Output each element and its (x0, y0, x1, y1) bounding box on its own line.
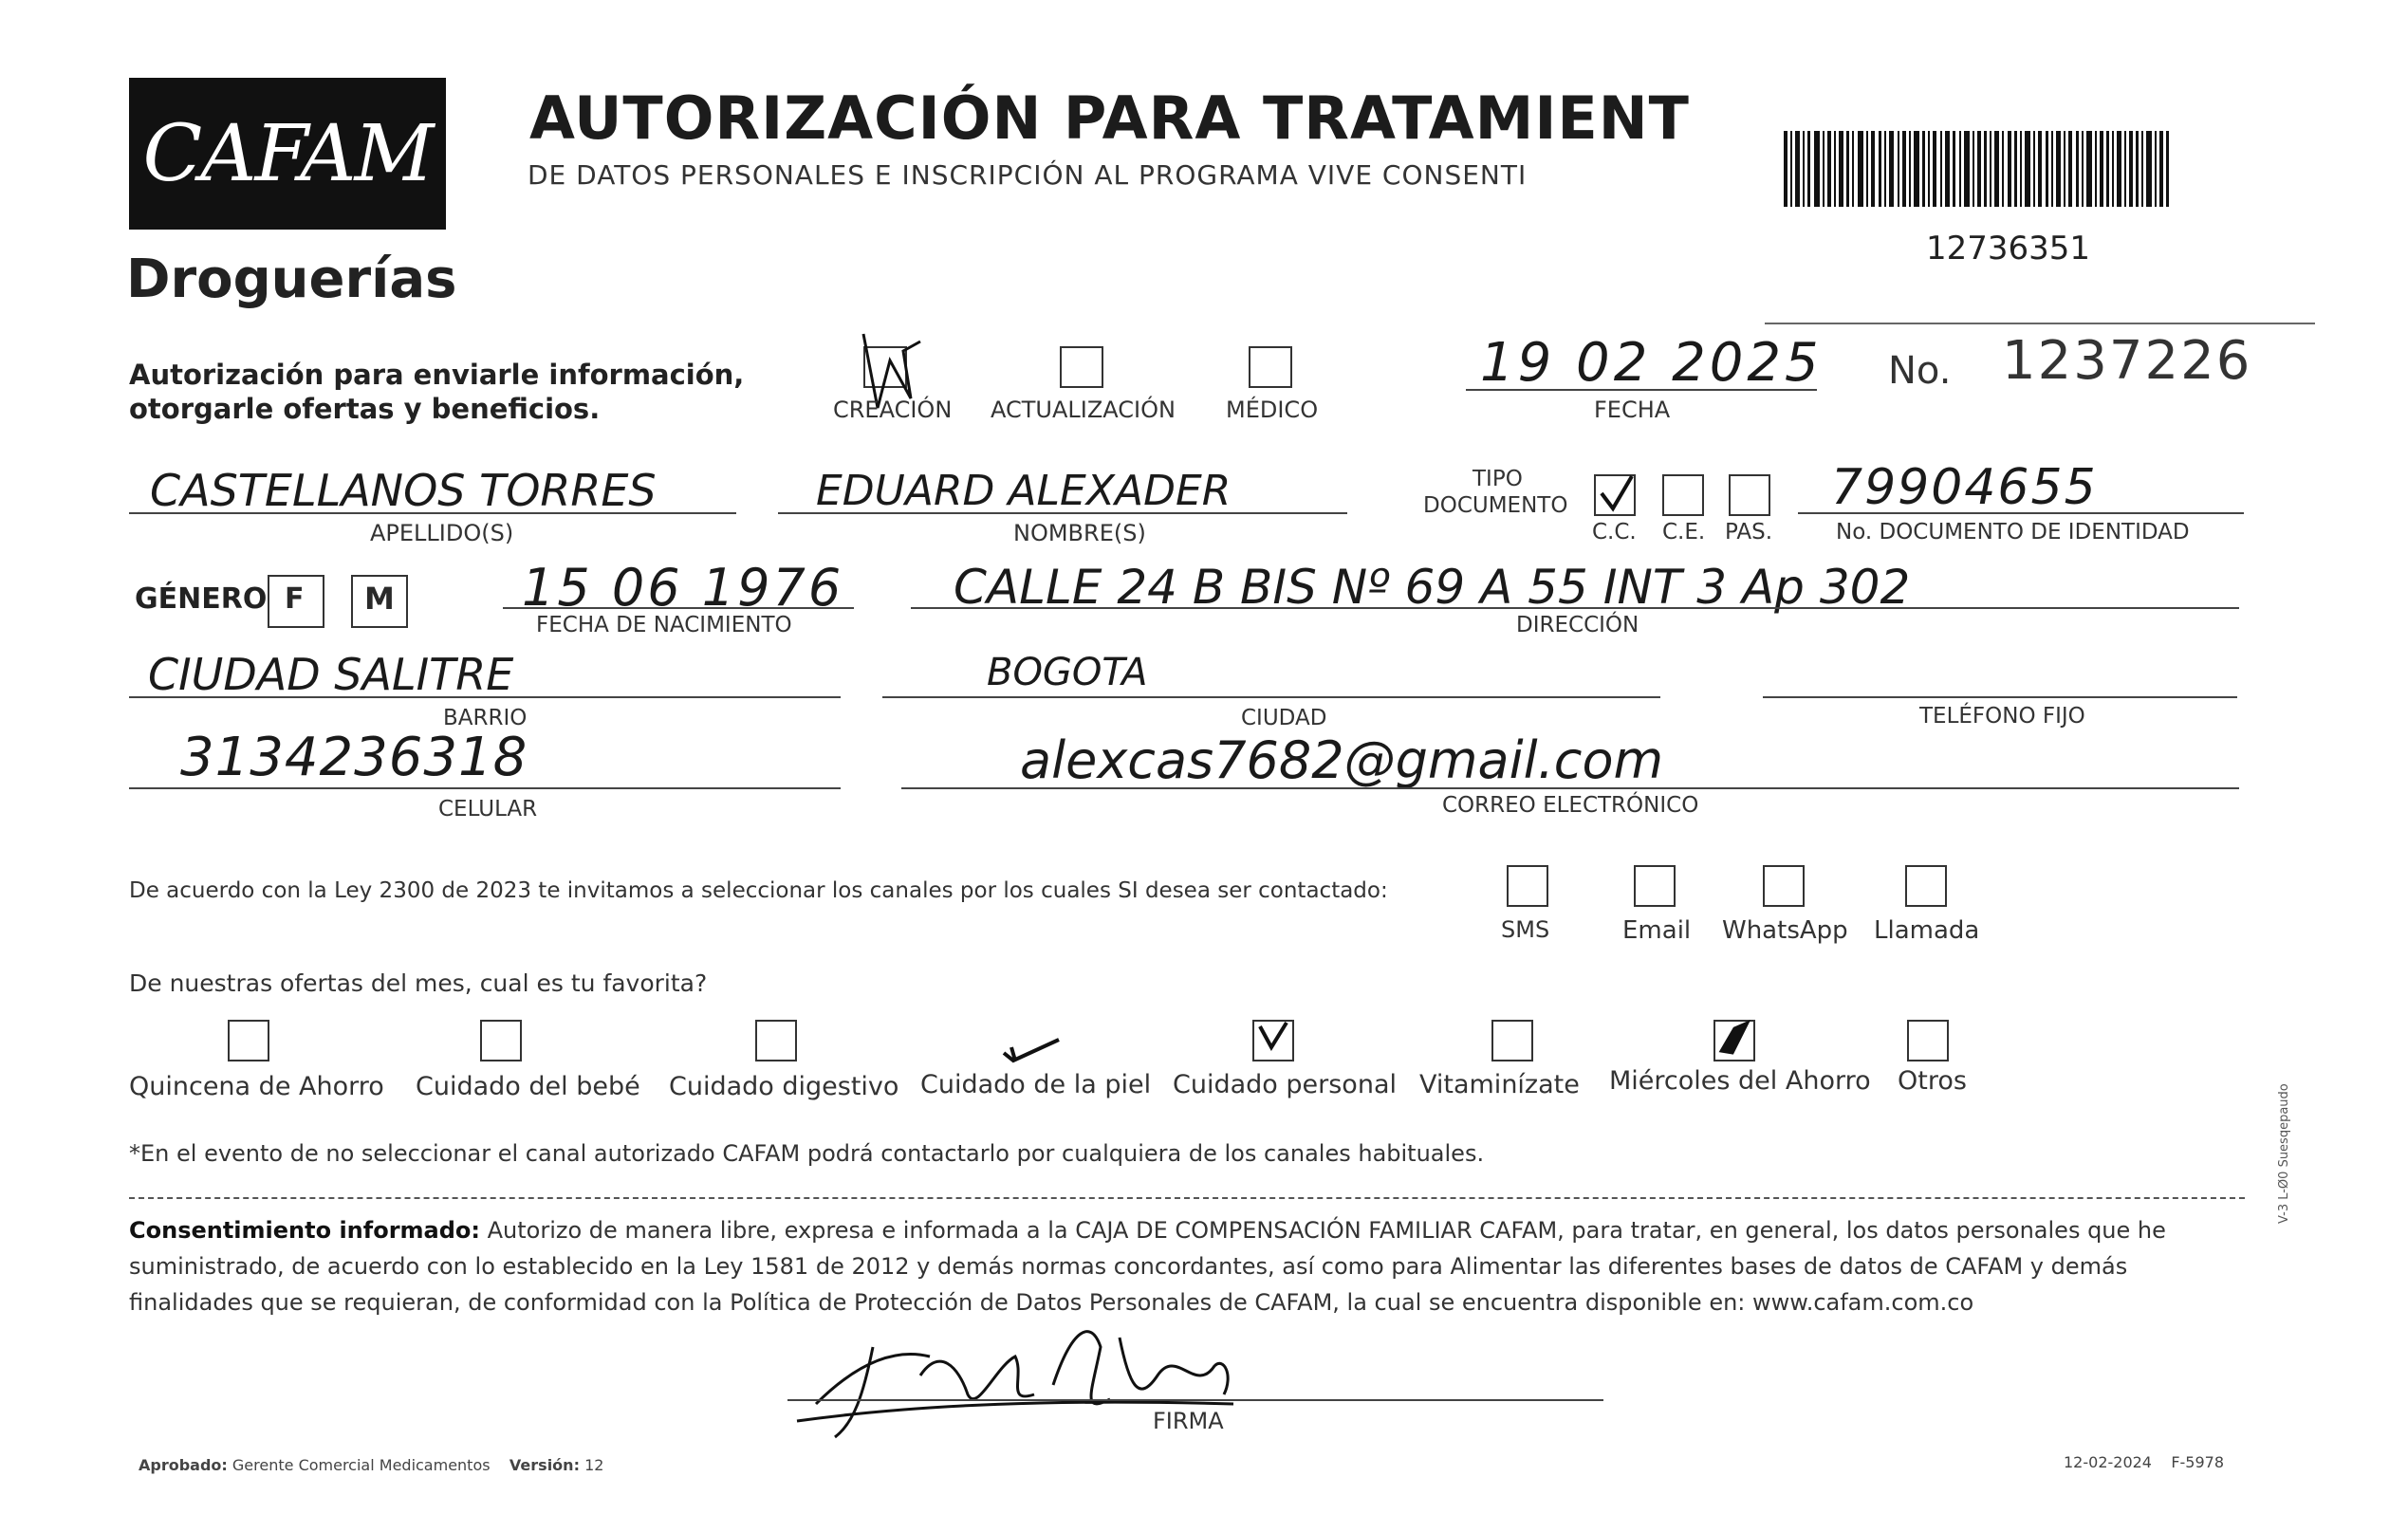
brand-subtitle: Droguerías (126, 249, 457, 310)
signature-line (787, 1399, 1603, 1401)
checkbox-email[interactable] (1634, 865, 1676, 907)
form-title: AUTORIZACIÓN PARA TRATAMIENT (529, 83, 1690, 153)
apellidos-label: APELLIDO(S) (370, 520, 514, 546)
checkbox-sms[interactable] (1507, 865, 1548, 907)
tipo-label-1: TIPO (1473, 467, 1523, 491)
ciudad-label: CIUDAD (1241, 706, 1327, 730)
apellidos-line (129, 512, 736, 514)
document-number-value: 79904655 (1831, 459, 2098, 516)
nombres-line (778, 512, 1347, 514)
birth-date-value: 15 06 1976 (522, 558, 844, 618)
date-code: 12-02-2024 (2064, 1453, 2152, 1471)
label-llamada: Llamada (1874, 916, 1980, 945)
offer-label-vitaminizate: Vitaminízate (1419, 1070, 1580, 1099)
consent-line-3: finalidades que se requieran, de conformidad con la Política de Protección de Datos Personales de CAFAM, la cual se encuentra disponible en: www.cafam.com.co (129, 1289, 1974, 1316)
address-value: CALLE 24 B BIS Nº 69 A 55 INT 3 Ap 302 (954, 560, 1911, 615)
form-code: F-5978 (2171, 1453, 2225, 1471)
document-number-line (1798, 512, 2244, 514)
note-text: *En el evento de no seleccionar el canal autorizado CAFAM podrá contactarlo por cualquiera de los canales habituales. (129, 1140, 1485, 1167)
label-medico: MÉDICO (1226, 397, 1319, 423)
celular-line (129, 787, 841, 789)
footer-approved (139, 1456, 603, 1474)
signature-label: FIRMA (1153, 1408, 1224, 1434)
form-no-label: No. (1888, 349, 1952, 393)
consent-line-2: suministrado, de acuerdo con lo establecido en la Ley 1581 de 2012 y demás normas concordantes, así como para Alimentar las diferentes bases de datos de CAFAM y demás (129, 1253, 2128, 1280)
apellidos-value: CASTELLANOS TORRES (150, 465, 657, 516)
label-cc: C.C. (1592, 520, 1637, 545)
checkbox-whatsapp[interactable] (1763, 865, 1805, 907)
checkbox-ce[interactable] (1662, 474, 1704, 516)
date-value: 19 02 2025 (1480, 332, 1823, 394)
nombres-value: EDUARD ALEXADER (816, 467, 1232, 515)
version-label: Versión: (509, 1456, 580, 1474)
tipo-label-2: DOCUMENTO (1423, 493, 1568, 518)
birth-date-label: FECHA DE NACIMIENTO (536, 613, 792, 637)
consent-title: Consentimiento informado: (129, 1217, 480, 1244)
checkbox-offer-digestivo[interactable] (755, 1020, 797, 1061)
telefono-line (1763, 696, 2237, 698)
consent-line-1: Autorizo de manera libre, expresa e informada a la CAJA DE COMPENSACIÓN FAMILIAR CAFAM, para tratar, en general, los datos personales que he (487, 1217, 2166, 1244)
date-label: FECHA (1594, 397, 1671, 423)
offer-label-otros: Otros (1898, 1066, 1967, 1096)
document-number-label: No. DOCUMENTO DE IDENTIDAD (1836, 520, 2190, 545)
offers-question: De nuestras ofertas del mes, cual es tu favorita? (129, 969, 708, 997)
ciudad-value: BOGOTA (987, 651, 1148, 694)
ciudad-line (882, 696, 1660, 698)
checkbox-offer-bebe[interactable] (480, 1020, 522, 1061)
intro-line-2: otorgarle ofertas y beneficios. (129, 393, 601, 425)
barrio-label: BARRIO (443, 706, 528, 730)
checkbox-llamada[interactable] (1905, 865, 1947, 907)
nombres-label: NOMBRE(S) (1013, 520, 1146, 546)
checkbox-pas[interactable] (1729, 474, 1770, 516)
offer-label-miercoles: Miércoles del Ahorro (1609, 1066, 1871, 1096)
barrio-value: CIUDAD SALITRE (148, 649, 514, 700)
checkbox-actualizacion[interactable] (1060, 346, 1103, 388)
consent-block (129, 1212, 2254, 1320)
label-m: M (364, 581, 395, 617)
birth-date-line (503, 607, 854, 609)
offer-label-digestivo: Cuidado digestivo (669, 1072, 899, 1101)
address-line (911, 607, 2239, 609)
form-no-value: 1237226 (2002, 330, 2252, 392)
email-line (901, 787, 2239, 789)
check-mark-icon (998, 1026, 1065, 1064)
divider (129, 1197, 2245, 1199)
genero-label: GÉNERO (135, 582, 268, 616)
offer-label-bebe: Cuidado del bebé (416, 1072, 640, 1101)
check-mark-icon (1715, 1019, 1755, 1061)
divider (1765, 323, 2315, 324)
label-f: F (285, 582, 305, 616)
barcode (1784, 131, 2173, 209)
offer-label-quincena: Quincena de Ahorro (129, 1072, 384, 1101)
label-whatsapp: WhatsApp (1722, 916, 1848, 945)
version-value: 12 (584, 1456, 604, 1474)
label-actualizacion: ACTUALIZACIÓN (991, 397, 1176, 423)
email-label: CORREO ELECTRÓNICO (1442, 793, 1699, 818)
celular-value: 3134236318 (180, 727, 528, 788)
date-line (1466, 389, 1817, 391)
approved-value: Gerente Comercial Medicamentos (232, 1456, 491, 1474)
label-ce: C.E. (1662, 520, 1706, 545)
check-mark-icon (1598, 472, 1636, 514)
checkbox-offer-vitaminizate[interactable] (1491, 1020, 1533, 1061)
label-creacion: CREACIÓN (833, 397, 953, 423)
email-value: alexcas7682@gmail.com (1020, 730, 1664, 790)
signature-image (778, 1309, 1309, 1442)
checkbox-medico[interactable] (1249, 346, 1292, 388)
channels-text: De acuerdo con la Ley 2300 de 2023 te invitamos a seleccionar los canales por los cuales SI desea ser contactado: (129, 878, 1388, 903)
label-pas: PAS. (1725, 520, 1773, 545)
form-subtitle: DE DATOS PERSONALES E INSCRIPCIÓN AL PROGRAMA VIVE CONSENTI (528, 159, 1528, 191)
cafam-logo: CAFAM (129, 78, 446, 230)
celular-label: CELULAR (438, 797, 538, 821)
address-label: DIRECCIÓN (1516, 613, 1639, 637)
side-text: V-3 L-Ø0 Suesqepaudo (2277, 1083, 2291, 1224)
label-sms: SMS (1501, 916, 1550, 943)
telefono-label: TELÉFONO FIJO (1919, 704, 2085, 729)
intro-line-1: Autorización para enviarle información, (129, 359, 745, 391)
offer-label-personal: Cuidado personal (1173, 1070, 1397, 1099)
checkbox-offer-otros[interactable] (1907, 1020, 1949, 1061)
label-email: Email (1622, 916, 1692, 945)
offer-label-piel: Cuidado de la piel (920, 1070, 1152, 1099)
approved-label: Aprobado: (139, 1456, 228, 1474)
check-mark-icon (1254, 1017, 1294, 1059)
footer-codes (2064, 1453, 2224, 1471)
barrio-line (129, 696, 841, 698)
barcode-number: 12736351 (1926, 230, 2091, 268)
checkbox-offer-quincena[interactable] (228, 1020, 269, 1061)
